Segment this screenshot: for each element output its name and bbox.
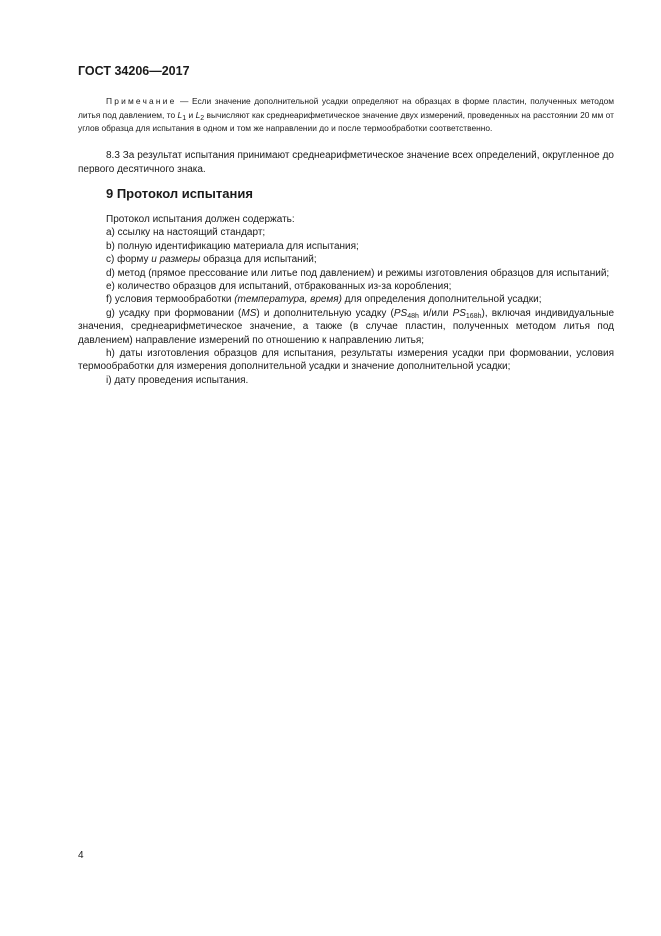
list-item-f: f) условия термообработки (температура, время) для определения дополнительной усадки; <box>106 294 542 306</box>
list-item-g: g) усадку при формовании (MS) и дополнительную усадку ($PS_{48h}$ и/или $PS_{168h}$), включая индивидуальные значения, среднеарифметическое значение, а также (в случае пластин, полученных методом литья под давлением) направление измерений по отношению к направлению литья; <box>78 307 615 346</box>
clause-8-3: 8.3 За результат испытания принимают среднеарифметическое значение всех определений, округленное до первого десятичного знака. <box>78 150 614 175</box>
list-item-c: c) форму и размеры образца для испытаний; <box>106 254 317 266</box>
list-item-e: e) количество образцов для испытаний, отбракованных из-за коробления; <box>106 281 452 293</box>
list-item-a: a) ссылку на настоящий стандарт; <box>106 227 266 239</box>
page-number: 4 <box>78 850 84 861</box>
section-intro: Протокол испытания должен содержать: <box>106 214 295 225</box>
list-item-i: i) дату проведения испытания. <box>106 374 249 386</box>
note-label: Примечание <box>106 96 177 106</box>
list-item-b: b) полную идентификацию материала для испытания; <box>106 240 359 252</box>
list-item-d: d) метод (прямое прессование или литье под давлением) и режимы изготовления образцов для испытаний; <box>106 267 610 279</box>
list-item-h: h) даты изготовления образцов для испытания, результаты измерения усадки при формовании, условия термообработки для измерения дополнительной усадки и значение дополнительной усадки; <box>78 348 614 373</box>
section-title: 9 Протокол испытания <box>106 186 253 201</box>
note-paragraph: Примечание — Если значение дополнительной усадки определяют на образцах в форме пластин, полученных методом литья под давлением, то $L_1$ и $L_2$ вычисляют как среднеарифметическое значение двух измерений, проведенных на расстоянии 20 мм от углов образца для испытания в одном и том же направлении до и после термообработки соответственно. <box>78 96 614 133</box>
document-header: ГОСТ 34206—2017 <box>78 64 190 78</box>
section-9-body <box>78 213 614 387</box>
